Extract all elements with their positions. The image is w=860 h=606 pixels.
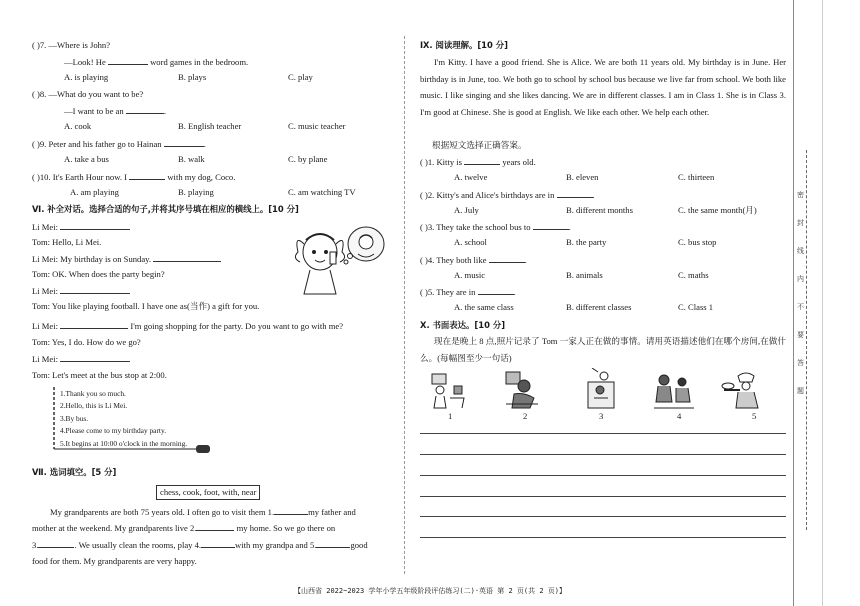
writing-line-5[interactable] — [420, 516, 786, 517]
q9-option-b: B. walk — [178, 154, 205, 164]
dialog-blank-1[interactable] — [60, 221, 130, 230]
option-3: 3.By bus. — [60, 413, 89, 423]
q8-blank[interactable] — [126, 105, 164, 114]
dialog-line-10: Tom: Let's meet at the bus stop at 2:00. — [32, 370, 167, 380]
dialog-blank-2[interactable] — [153, 253, 221, 262]
dialog-line-1: Li Mei: — [32, 221, 130, 233]
reading-q3-blank[interactable] — [533, 221, 569, 230]
q10-option-b: B. playing — [178, 187, 214, 197]
picture-label-3: 3 — [599, 411, 604, 421]
dialog-line-6: Tom: You like playing football. I have one as(当作) a gift for you. — [32, 301, 260, 311]
seal-line — [806, 150, 807, 530]
picture-label-2: 2 — [523, 411, 528, 421]
q7-stem: ( )7. —Where is John? — [32, 40, 111, 50]
reading-q2-blank[interactable] — [557, 189, 593, 198]
cloze-line-2: mother at the weekend. My grandparents live 2. my home. So we go there on — [32, 523, 336, 533]
q7-line2: —Look! He word games in the bedroom. — [64, 57, 249, 67]
girl-phone-illustration — [290, 222, 386, 302]
cloze-line-3: 3. . We usually clean the rooms, play 4. with my grandpa and 5. good — [32, 540, 368, 550]
picture-2-computer-icon — [506, 372, 538, 408]
q7-option-a: A. is playing — [64, 72, 109, 82]
picture-1-reading-icon — [432, 374, 464, 408]
dialog-line-5: Li Mei: — [32, 285, 130, 297]
options-list — [60, 388, 187, 450]
reading-q3-b: B. the party — [566, 237, 607, 247]
reading-q1: ( )1. Kitty is years old. — [420, 157, 536, 167]
picture-4-tv-icon — [654, 375, 694, 408]
q10-stem: ( )10. It's Earth Hour now. I with my dog, Coco. — [32, 172, 236, 182]
dialog-line-4: Tom: OK. When does the party begin? — [32, 269, 165, 279]
q7-option-b: B. plays — [178, 72, 207, 82]
option-1: 1.Thank you so much. — [60, 389, 126, 398]
option-2: 2.Hello, this is Li Mei. — [60, 401, 128, 411]
q10-option-a: A. am playing — [70, 187, 119, 197]
reading-q2-b: B. different months — [566, 205, 633, 215]
reading-q4: ( )4. They both like . — [420, 255, 527, 265]
reading-q2-a: A. July — [454, 205, 479, 215]
picture-label-4: 4 — [677, 411, 682, 421]
reading-q3-a: A. school — [454, 237, 487, 247]
margin-rule — [793, 0, 794, 606]
section-10-title: Ⅹ. 书面表达。[10 分] — [420, 320, 506, 330]
reading-passage: I'm Kitty. I have a good friend. She is Alice. We are both 11 years old. My birthday is in June. Her birthday is in June, too. We both go to school by school bus because we live far from school. We both like music. I like singing and she likes dancing. We are in different classes. I am in Class 1. She is in Class 3. I'm good at Chinese. She is good at English. We like each other. We help each other. — [420, 57, 786, 117]
q10-option-c: C. am watching TV — [288, 187, 356, 197]
reading-q2: ( )2. Kitty's and Alice's birthdays are in . — [420, 190, 595, 200]
cloze-blank-4[interactable] — [201, 539, 235, 548]
dialog-line-7: Li Mei: I'm going shopping for the party. Do you want to go with me? — [32, 321, 344, 331]
dialog-line-3: Li Mei: My birthday is on Sunday. — [32, 253, 221, 265]
writing-line-1[interactable] — [420, 433, 786, 434]
section-7-title: Ⅶ. 选词填空。[5 分] — [32, 467, 117, 477]
reading-q5-a: A. the same class — [454, 302, 514, 312]
reading-q5-b: B. different classes — [566, 302, 632, 312]
q8-option-c: C. music teacher — [288, 121, 346, 131]
reading-q1-blank[interactable] — [464, 156, 500, 165]
reading-q3: ( )3. They take the school bus to . — [420, 222, 571, 232]
reading-q5-blank[interactable] — [478, 286, 514, 295]
section-6-title: Ⅵ. 补全对话。选择合适的句子,并将其序号填在相应的横线上。[10 分] — [32, 204, 299, 214]
column-divider — [404, 36, 405, 574]
q8-line2: —I want to be an . — [64, 106, 166, 116]
dialog-blank-4[interactable] — [60, 320, 128, 329]
reading-instruction: 根据短文选择正确答案。 — [432, 140, 527, 150]
dialog-blank-3[interactable] — [60, 285, 130, 294]
reading-q4-a: A. music — [454, 270, 486, 280]
picture-3-bath-icon — [588, 368, 614, 408]
writing-line-6[interactable] — [420, 537, 786, 538]
option-5: 5.It begins at 10:00 o'clock in the morning. — [60, 438, 188, 448]
page-footer: 【山西省 2022~2023 学年小学五年级阶段评估练习(二)·英语 第 2 页(共 2 页)】 — [294, 587, 566, 595]
cloze-line-4: food for them. My grandparents are very happy. — [32, 556, 197, 566]
dialog-line-2: Tom: Hello, Li Mei. — [32, 237, 102, 247]
reading-q5: ( )5. They are in . — [420, 287, 516, 297]
picture-label-5: 5 — [752, 411, 757, 421]
reading-q4-b: B. animals — [566, 270, 603, 280]
q7-option-c: C. play — [288, 72, 313, 82]
reading-q3-c: C. bus stop — [678, 237, 717, 247]
q8-option-a: A. cook — [64, 121, 92, 131]
picture-label-1: 1 — [448, 411, 453, 421]
reading-q1-a: A. twelve — [454, 172, 488, 182]
q7-blank[interactable] — [108, 56, 148, 65]
section-9-title: Ⅸ. 阅读理解。[10 分] — [420, 40, 508, 50]
writing-line-4[interactable] — [420, 496, 786, 497]
dialog-line-8: Tom: Yes, I do. How do we go? — [32, 337, 141, 347]
reading-q1-b: B. eleven — [566, 172, 599, 182]
margin-edge — [822, 0, 823, 606]
reading-q2-c: C. the same month(月) — [678, 205, 757, 215]
writing-line-3[interactable] — [420, 475, 786, 476]
q9-stem: ( )9. Peter and his father go to Hainan . — [32, 139, 206, 149]
option-4: 4.Please come to my birthday party. — [60, 426, 167, 436]
q9-blank[interactable] — [164, 138, 204, 147]
reading-q4-c: C. maths — [678, 270, 709, 280]
cloze-blank-3[interactable] — [38, 539, 74, 548]
cloze-line-1: My grandparents are both 75 years old. I often go to visit them 1. my father and — [50, 507, 356, 517]
cloze-blank-5[interactable] — [316, 539, 350, 548]
reading-q5-c: C. Class 1 — [678, 302, 714, 312]
dialog-line-9: Li Mei: — [32, 353, 130, 365]
picture-5-cooking-icon — [722, 373, 758, 408]
reading-q1-c: C. thirteen — [678, 172, 715, 182]
cloze-blank-2[interactable] — [196, 522, 234, 531]
family-pictures — [428, 368, 788, 412]
dialog-blank-5[interactable] — [60, 353, 130, 362]
writing-line-2[interactable] — [420, 454, 786, 455]
word-box: chess, cook, foot, with, near — [156, 485, 260, 500]
writing-instruction: 现在是晚上 8 点,照片记录了 Tom 一家人正在做的事情。请用英语描述他们在哪个房间,在做什么。(每幅图至少一句话) — [420, 336, 786, 363]
q9-option-a: A. take a bus — [64, 154, 109, 164]
q9-option-c: C. by plane — [288, 154, 328, 164]
q8-option-b: B. English teacher — [178, 121, 242, 131]
reading-q4-blank[interactable] — [489, 254, 525, 263]
q10-blank[interactable] — [129, 171, 165, 180]
cloze-blank-1[interactable] — [274, 506, 308, 515]
q8-stem: ( )8. —What do you want to be? — [32, 89, 144, 99]
